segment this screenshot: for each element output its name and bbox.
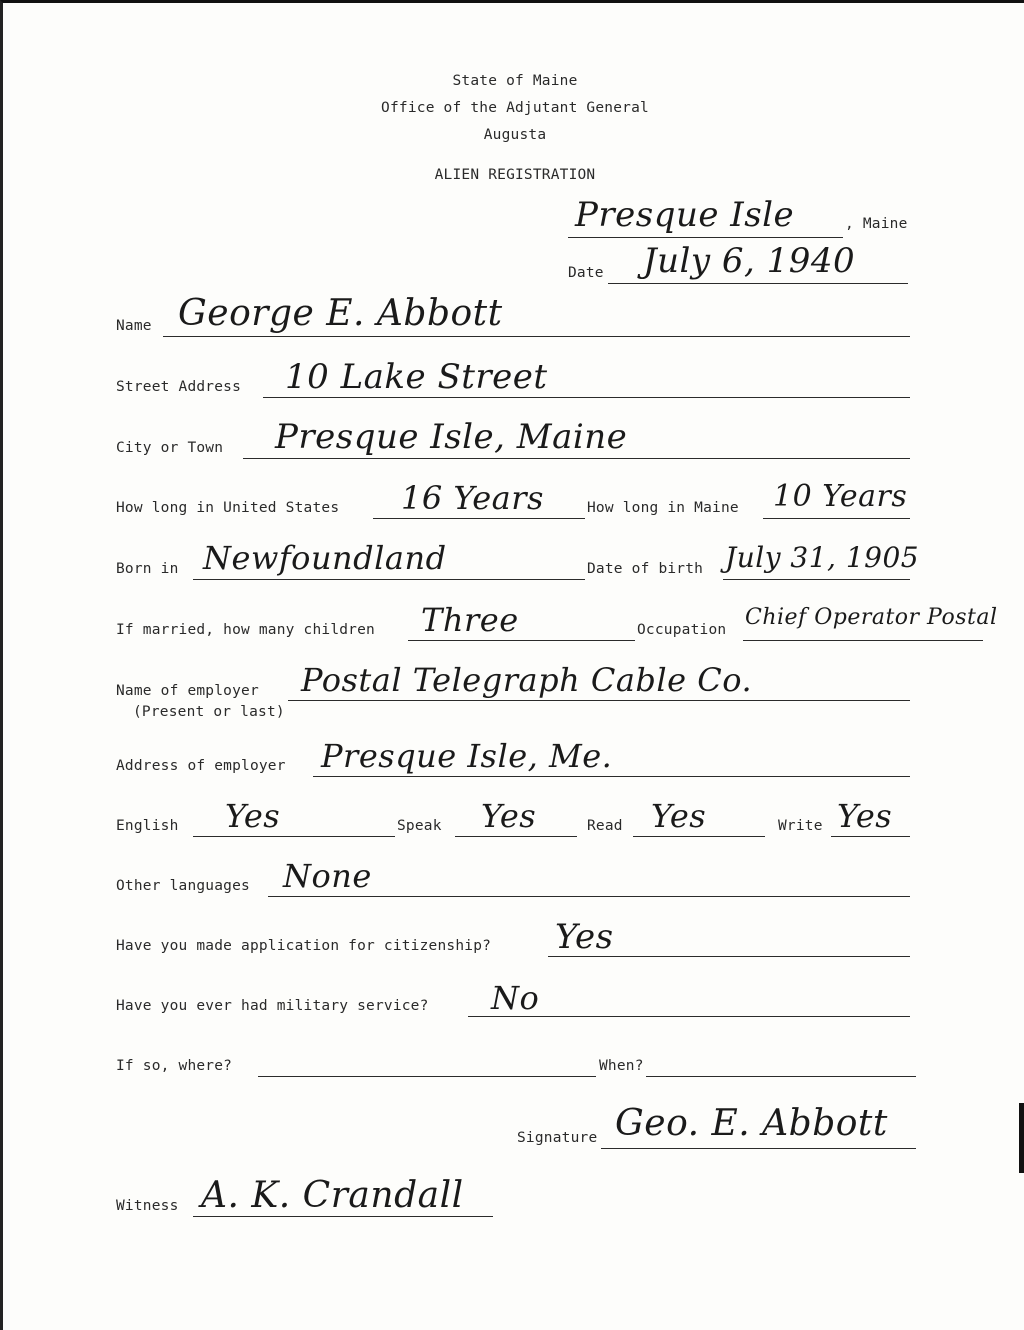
signature-value: Geo. E. Abbott bbox=[615, 1103, 888, 1144]
maine-duration-label: How long in Maine bbox=[587, 500, 739, 516]
name-label: Name bbox=[116, 318, 152, 334]
date-value: July 6, 1940 bbox=[643, 241, 856, 281]
witness-label: Witness bbox=[116, 1198, 179, 1214]
english-label: English bbox=[116, 818, 179, 834]
born-label: Born in bbox=[116, 561, 179, 577]
birth-date-value: July 31, 1905 bbox=[725, 541, 920, 574]
occupation-label: Occupation bbox=[637, 622, 727, 638]
date-line bbox=[608, 283, 908, 284]
employer-value: Postal Telegraph Cable Co. bbox=[301, 661, 753, 699]
birth-date-label: Date of birth bbox=[587, 561, 704, 577]
employer-address-value: Presque Isle, Me. bbox=[321, 737, 613, 775]
citizenship-label: Have you made application for citizenship? bbox=[116, 938, 492, 954]
read-label: Read bbox=[587, 818, 623, 834]
scan-edge-mark bbox=[1019, 1103, 1024, 1173]
header-state: State of Maine bbox=[452, 73, 578, 89]
maine-duration-value: 10 Years bbox=[773, 479, 908, 514]
employer-address-label: Address of employer bbox=[116, 758, 286, 774]
children-label: If married, how many children bbox=[116, 622, 375, 638]
other-languages-label: Other languages bbox=[116, 878, 250, 894]
employer-line bbox=[288, 700, 910, 701]
write-line bbox=[831, 836, 910, 837]
witness-line bbox=[193, 1216, 493, 1217]
us-duration-value: 16 Years bbox=[401, 479, 544, 517]
write-value: Yes bbox=[837, 797, 893, 835]
children-line bbox=[408, 640, 635, 641]
born-value: Newfoundland bbox=[203, 539, 447, 577]
read-value: Yes bbox=[651, 797, 707, 835]
signature-label: Signature bbox=[517, 1130, 598, 1146]
street-label: Street Address bbox=[116, 379, 242, 395]
us-duration-label: How long in United States bbox=[116, 500, 340, 516]
occupation-line bbox=[743, 640, 983, 641]
born-line bbox=[193, 579, 585, 580]
us-duration-line bbox=[373, 518, 585, 519]
form-title: ALIEN REGISTRATION bbox=[434, 167, 596, 183]
place-value: Presque Isle bbox=[575, 195, 795, 235]
employer-sublabel: (Present or last) bbox=[133, 704, 285, 720]
when-line bbox=[646, 1076, 916, 1077]
speak-label: Speak bbox=[397, 818, 442, 834]
military-label: Have you ever had military service? bbox=[116, 998, 429, 1014]
city-label: City or Town bbox=[116, 440, 224, 456]
name-line bbox=[163, 336, 910, 337]
employer-label: Name of employer bbox=[116, 683, 259, 699]
date-label: Date bbox=[568, 265, 604, 281]
city-value: Presque Isle, Maine bbox=[275, 417, 628, 457]
street-value: 10 Lake Street bbox=[285, 357, 548, 397]
witness-value: A. K. Crandall bbox=[201, 1175, 464, 1216]
read-line bbox=[633, 836, 765, 837]
header-city: Augusta bbox=[483, 127, 547, 143]
where-line bbox=[258, 1076, 596, 1077]
other-languages-line bbox=[268, 896, 910, 897]
place-line bbox=[568, 237, 843, 238]
place-suffix: , Maine bbox=[845, 216, 908, 232]
english-value: Yes bbox=[225, 797, 281, 835]
employer-address-line bbox=[313, 776, 910, 777]
name-value: George E. Abbott bbox=[178, 293, 503, 334]
street-line bbox=[263, 397, 910, 398]
speak-value: Yes bbox=[481, 797, 537, 835]
where-label: If so, where? bbox=[116, 1058, 233, 1074]
header-office: Office of the Adjutant General bbox=[381, 100, 649, 116]
signature-line bbox=[601, 1148, 916, 1149]
speak-line bbox=[455, 836, 577, 837]
maine-duration-line bbox=[763, 518, 910, 519]
military-value: No bbox=[491, 979, 540, 1017]
write-label: Write bbox=[778, 818, 823, 834]
citizenship-value: Yes bbox=[555, 917, 614, 957]
children-value: Three bbox=[421, 601, 519, 639]
birth-date-line bbox=[723, 579, 910, 580]
city-line bbox=[243, 458, 910, 459]
occupation-value: Chief Operator Postal bbox=[745, 605, 998, 630]
other-languages-value: None bbox=[283, 857, 372, 895]
when-label: When? bbox=[599, 1058, 644, 1074]
english-line bbox=[193, 836, 395, 837]
